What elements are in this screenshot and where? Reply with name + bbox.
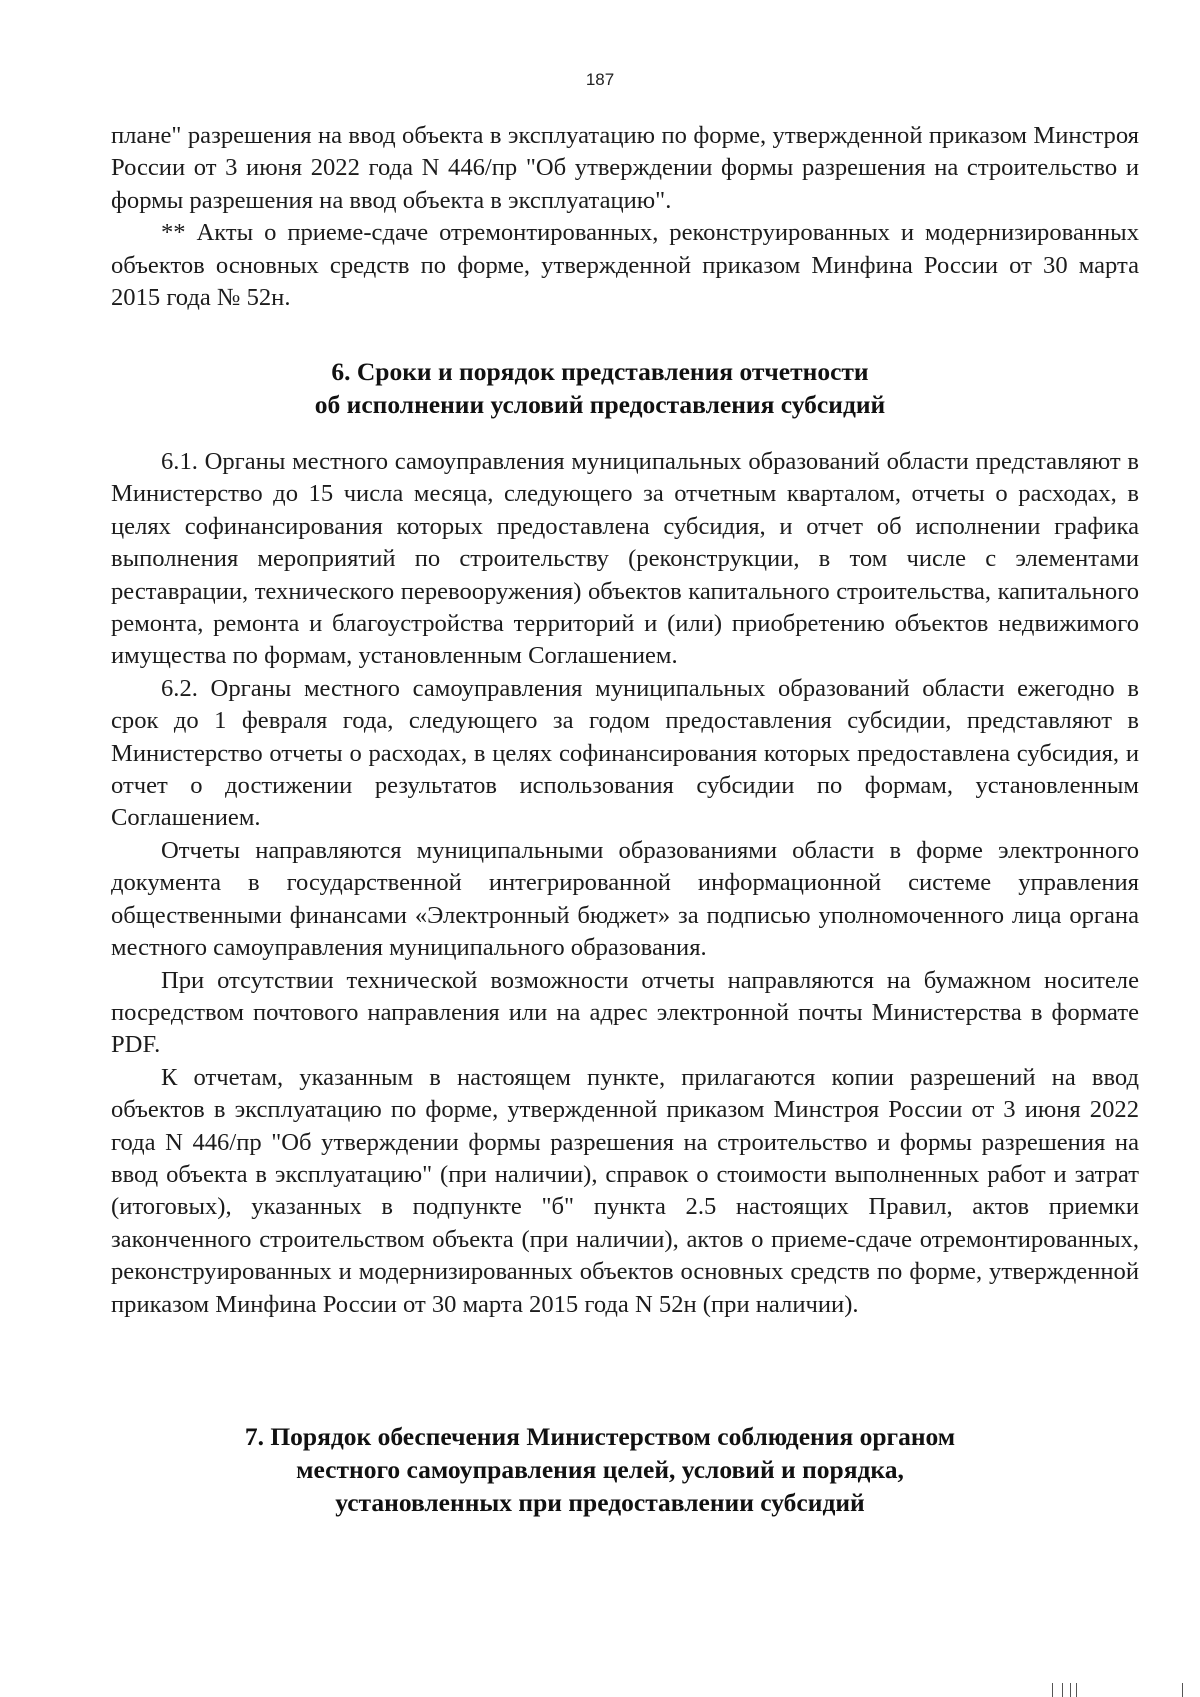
section-7-heading-line-2: местного самоуправления целей, условий и порядка, (296, 1455, 904, 1484)
section-7-heading-line-1: 7. Порядок обеспечения Министерством соблюдения органом (244, 1422, 956, 1451)
scan-edge-mark (1076, 1683, 1077, 1697)
paragraph-continued: плане" разрешения на ввод объекта в эксплуатацию по форме, утвержденной приказом Минстроя России от 3 июня 2022 года N 446/пр "Об утверждении формы разрешения на строительство и формы разрешения на ввод объекта в эксплуатацию". (111, 122, 1139, 214)
section-7-heading-line-3: установленных при предоставлении субсидий (335, 1488, 865, 1517)
page-number: 187 (585, 70, 615, 89)
scan-edge-mark (1062, 1683, 1063, 1697)
scan-edge-mark (1182, 1683, 1183, 1697)
paragraph-6-2: 6.2. Органы местного самоуправления муниципальных образований области ежегодно в срок до 1 февраля года, следующего за годом предоставления субсидии, представляют в Министерство отчеты о расходах, в целях софинансирования которых предоставлена субсидия, и отчет о достижении результатов использования субсидии по формам, установленным Соглашением. (111, 674, 1139, 832)
section-6-heading-line-2: об исполнении условий предоставления субсидий (314, 390, 886, 419)
paragraph-reports-submission: Отчеты направляются муниципальными образованиями области в форме электронного документа в государственной интегрированной информационной системе управления общественными финансами «Электронный бюджет» за подписью уполномоченного лица органа местного самоуправления муниципального образования. (111, 836, 1139, 962)
paragraph-paper-submission: При отсутствии технической возможности отчеты направляются на бумажном носителе посредством почтового направления или на адрес электронной почты Министерства в формате PDF. (111, 966, 1139, 1059)
section-6-heading-line-1: 6. Сроки и порядок представления отчетности (331, 357, 869, 386)
section-6-body (111, 446, 1139, 1321)
scan-edge-mark (1052, 1683, 1053, 1697)
continued-text-block (111, 120, 1139, 314)
section-7-heading (0, 1420, 1200, 1519)
scan-edge-mark (1070, 1683, 1071, 1697)
paragraph-6-1: 6.1. Органы местного самоуправления муниципальных образований области представляют в Министерство до 15 числа месяца, следующего за отчетным кварталом, отчеты о расходах, в целях софинансирования которых предоставлена субсидия, и отчет об исполнении графика выполнения мероприятий по строительству (реконструкции, в том числе с элементами реставрации, технического перевооружения) объектов капитального строительства, капитального ремонта, ремонта и благоустройства территорий и (или) приобретению объектов недвижимого имущества по формам, установленным Соглашением. (111, 448, 1139, 670)
paragraph-attachments: К отчетам, указанным в настоящем пункте, прилагаются копии разрешений на ввод объектов в эксплуатацию по форме, утвержденной приказом Минстроя России от 3 июня 2022 года N 446/пр "Об утверждении формы разрешения на строительство и формы разрешения на ввод объекта в эксплуатацию" (при наличии), справок о стоимости выполненных работ и затрат (итоговых), указанных в подпункте "б" пункта 2.5 настоящих Правил, актов приемки законченного строительством объекта (при наличии), актов о приеме-сдаче отремонтированных, реконструированных и модернизированных объектов основных средств по форме, утвержденной приказом Минфина России от 30 марта 2015 года N 52н (при наличии). (111, 1063, 1139, 1318)
paragraph-footnote-acts: ** Акты о приеме-сдаче отремонтированных, реконструированных и модернизированных объектов основных средств по форме, утвержденной приказом Минфина России от 30 марта 2015 года № 52н. (111, 219, 1139, 312)
section-6-heading (0, 355, 1200, 421)
